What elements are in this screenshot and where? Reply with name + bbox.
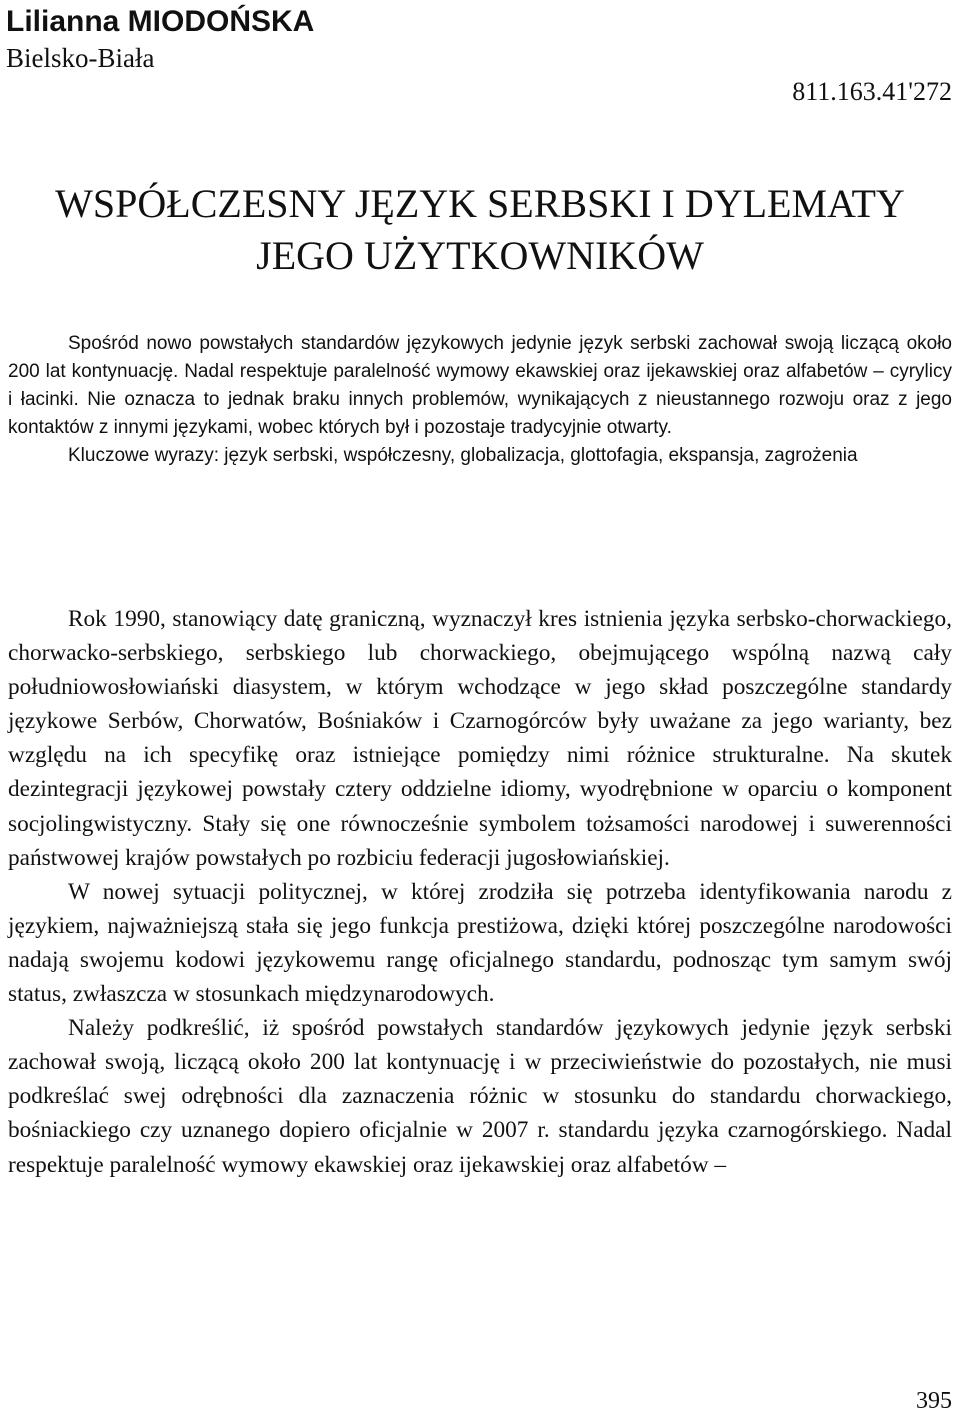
udc-classification: 811.163.41'272	[792, 77, 952, 106]
article-title	[0, 178, 960, 282]
article-title-line-2: JEGO UŻYTKOWNIKÓW	[256, 233, 704, 278]
article-body	[8, 602, 952, 1182]
article-title-line-1: WSPÓŁCZESNY JĘZYK SERBSKI I DYLEMATY	[55, 181, 905, 226]
body-paragraph-2: W nowej sytuacji politycznej, w której zrodziła się potrzeba identyfikowania narodu z językiem, najważniejszą stała się jego funkcja prestiżowa, dzięki której poszczególne narodowości nadają swojemu kodowi językowemu rangę oficjalnego standardu, podnosząc tym samym swój status, zwłaszcza w stosunkach międzynarodowych.	[8, 878, 952, 1008]
abstract-text: Spośród nowo powstałych standardów językowych jedynie język serbski zachował swoją liczącą około 200 lat kontynuację. Nadal respektuje paralelność wymowy ekawskiej oraz ijekawskiej oraz alfabetów – cyrylicy i łacinki. Nie oznacza to jednak braku innych problemów, wynikających z nieustannego rozwoju oraz z jego kontaktów z innymi językami, wobec których był i pozostaje tradycyjnie otwarty.	[8, 333, 952, 438]
keywords: Kluczowe wyrazy: język serbski, współczesny, globalizacja, glottofagia, ekspansja, zagrożenia	[68, 445, 858, 466]
author-name: Lilianna MIODOŃSKA	[6, 5, 315, 38]
page-number: 395	[916, 1388, 952, 1414]
abstract	[8, 330, 952, 470]
author-affiliation-city: Bielsko-Biała	[6, 43, 155, 73]
body-paragraph-1: Rok 1990, stanowiący datę graniczną, wyznaczył kres istnienia języka serbsko-chorwackiego, chorwacko-serbskiego, serbskiego lub chorwackiego, obejmującego wspólną nazwą cały południowosłowiański diasystem, w którym wchodzące w jego skład poszczególne standardy językowe Serbów, Chorwatów, Bośniaków i Czarnogórców były uważane za jego warianty, bez względu na ich specyfikę oraz istniejące pomiędzy nimi różnice strukturalne. Na skutek dezintegracji językowej powstały cztery oddzielne idiomy, wyodrębnione w oparciu o komponent socjolingwistyczny. Stały się one równocześnie symbolem tożsamości narodowej i suwerenności państwowej krajów powstałych po rozbiciu federacji jugosłowiańskiej.	[8, 606, 952, 871]
body-paragraph-3: Należy podkreślić, iż spośród powstałych standardów językowych jedynie język serbski zachował swoją, liczącą około 200 lat kontynuację i w przeciwieństwie do pozostałych, nie musi podkreślać swej odrębności dla zaznaczenia różnic w stosunku do standardu chorwackiego, bośniackiego czy uznanego dopiero oficjalnie w 2007 r. standardu języka czarnogórskiego. Nadal respektuje paralelność wymowy ekawskiej oraz ijekawskiej oraz alfabetów –	[8, 1015, 952, 1178]
